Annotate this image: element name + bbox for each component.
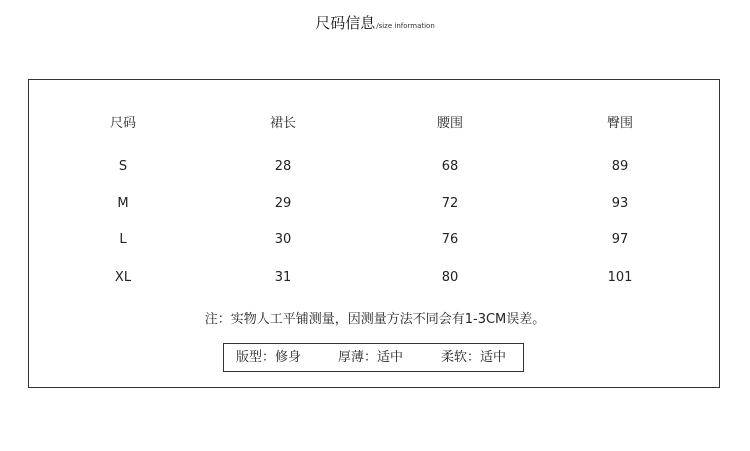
table-cell-skirt-length: 29 bbox=[274, 196, 292, 211]
table-cell-waist: 68 bbox=[441, 159, 459, 174]
spec-softness bbox=[441, 350, 506, 366]
table-cell-hip: 101 bbox=[607, 270, 633, 285]
spec-thickness bbox=[338, 350, 403, 366]
spec-softness-label: 柔软： bbox=[441, 350, 481, 365]
header-size: 尺码 bbox=[109, 116, 136, 131]
table-cell-waist: 80 bbox=[441, 270, 459, 285]
spec-softness-value: 适中 bbox=[480, 350, 507, 365]
table-cell-skirt-length: 30 bbox=[274, 232, 292, 247]
title-main: 尺码信息 bbox=[315, 14, 376, 32]
table-cell-hip: 89 bbox=[611, 159, 629, 174]
spec-thickness-value: 适中 bbox=[377, 350, 404, 365]
table-cell-size: L bbox=[119, 232, 127, 247]
table-cell-waist: 76 bbox=[441, 232, 459, 247]
page-title bbox=[0, 12, 750, 33]
spec-fit-value: 修身 bbox=[275, 350, 302, 365]
header-waist: 腰围 bbox=[436, 116, 463, 131]
table-cell-size: M bbox=[117, 196, 129, 211]
header-hip: 臀围 bbox=[606, 116, 633, 131]
table-cell-hip: 97 bbox=[611, 232, 629, 247]
table-cell-waist: 72 bbox=[441, 196, 459, 211]
spec-fit bbox=[236, 350, 301, 366]
table-cell-skirt-length: 31 bbox=[274, 270, 292, 285]
spec-thickness-label: 厚薄： bbox=[338, 350, 378, 365]
table-cell-size: S bbox=[118, 159, 128, 174]
table-cell-size: XL bbox=[114, 270, 132, 285]
table-cell-skirt-length: 28 bbox=[274, 159, 292, 174]
header-skirt-length: 裙长 bbox=[269, 116, 296, 131]
title-subtitle: /size information bbox=[376, 22, 435, 30]
spec-fit-label: 版型： bbox=[236, 350, 276, 365]
measurement-note: 注：实物人工平铺测量，因测量方法不同会有1-3CM误差。 bbox=[204, 312, 546, 327]
table-cell-hip: 93 bbox=[611, 196, 629, 211]
